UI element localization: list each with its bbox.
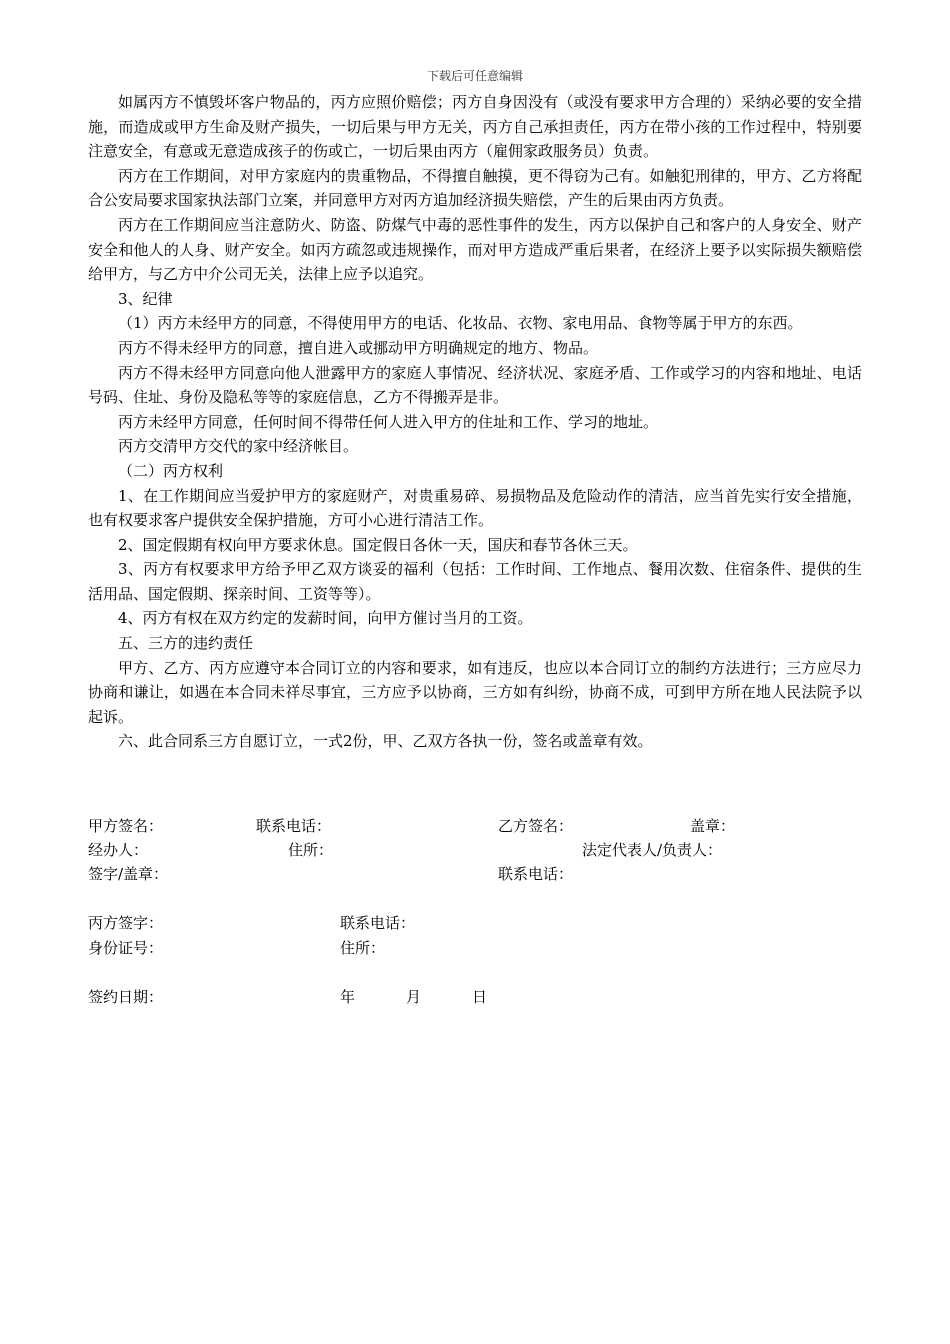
clause-paragraph: 丙方交清甲方交代的家中经济帐目。: [118, 437, 359, 456]
clause-paragraph: 2、国定假期有权向甲方要求休息。国定假日各休一天，国庆和春节各休三天。: [118, 535, 638, 554]
year-label: 年: [340, 988, 356, 1006]
clause-paragraph: 丙方未经甲方同意，任何时间不得带任何人进入甲方的住址和工作、学习的地址。: [118, 412, 659, 431]
clause-paragraph: 甲方、乙方、丙方应遵守本合同订立的内容和要求，如有违反，也应以本合同订立的制约方法进行；三方应尽力协商和谦让，如遇在本合同未祥尽事宜，三方应予以协商，三方如有纠纷，协商不成，可到甲方所在地人民法院予以起诉。: [88, 658, 862, 726]
address-label: 住所：: [288, 841, 334, 859]
clause-paragraph: 丙方不得未经甲方同意向他人泄露甲方的家庭人事情况、经济状况、家庭矛盾、工作或学习的内容和地址、电话号码、住址、身份及隐私等等的家庭信息，乙方不得搬弄是非。: [88, 363, 862, 407]
clause-paragraph: 如属丙方不慎毁坏客户物品的，丙方应照价赔偿；丙方自身因没有（或没有要求甲方合理的）采纳必要的安全措施，而造成或甲方生命及财产损失，一切后果与甲方无关，丙方自己承担责任，丙方在带小孩的工作过程中，特别要注意安全，有意或无意造成孩子的伤或亡，一切后果由丙方（雇佣家政服务员）负责。: [88, 93, 862, 161]
clause-paragraph: 丙方在工作期间应当注意防火、防盗、防煤气中毒的恶性事件的发生，丙方以保护自己和客户的人身安全、财产安全和他人的人身、财产安全。如丙方疏忽或违规操作，而对甲方造成严重后果者，在经济上要予以实际损失额赔偿给甲方，与乙方中介公司无关，法律上应予以追究。: [88, 215, 862, 284]
page-header: 下载后可任意编辑: [426, 69, 523, 83]
party-a-signature-label: 甲方签名：: [88, 817, 164, 835]
party-b-phone-label: 联系电话：: [498, 865, 574, 883]
month-label: 月: [406, 988, 422, 1006]
party-c-signature-label: 丙方签字：: [88, 914, 164, 932]
party-b-signature-label: 乙方签名：: [498, 817, 574, 835]
handler-label: 经办人：: [88, 841, 149, 859]
legal-representative-label: 法定代表人/负责人：: [582, 841, 723, 859]
section-heading: （二）丙方权利: [118, 461, 224, 480]
day-label: 日: [472, 988, 488, 1006]
party-a-phone-label: 联系电话：: [256, 817, 332, 835]
clause-paragraph: 1、在工作期间应当爱护甲方的家庭财产，对贵重易碎、易损物品及危险动作的清洁，应当首先实行安全措施，也有权要求客户提供安全保护措施，方可小心进行清洁工作。: [88, 486, 862, 530]
clause-paragraph: 3、丙方有权要求甲方给予甲乙双方谈妥的福利（包括：工作时间、工作地点、餐用次数、住宿条件、提供的生活用品、国定假期、探亲时间、工资等等）。: [88, 560, 862, 603]
party-c-phone-label: 联系电话：: [340, 914, 416, 932]
clause-paragraph: （1）丙方未经甲方的同意，不得使用甲方的电话、化妆品、衣物、家电用品、食物等属于甲方的东西。: [118, 314, 803, 333]
clause-paragraph: 丙方不得未经甲方的同意，擅自进入或挪动甲方明确规定的地方、物品。: [118, 338, 599, 357]
address-label: 住所：: [340, 939, 386, 957]
clause-paragraph: 丙方在工作期间，对甲方家庭内的贵重物品，不得擅自触摸，更不得窃为己有。如触犯刑律的，甲方、乙方将配合公安局要求国家执法部门立案，并同意甲方对丙方追加经济损失赔偿，产生的后果由丙方负责。: [88, 166, 862, 210]
clause-paragraph: 4、丙方有权在双方约定的发薪时间，向甲方催讨当月的工资。: [118, 609, 533, 628]
id-number-label: 身份证号：: [88, 939, 164, 957]
clause-paragraph: 六、此合同系三方自愿订立，一式2份，甲、乙双方各执一份，签名或盖章有效。: [118, 732, 653, 751]
sign-seal-label: 签字/盖章：: [88, 865, 169, 883]
sign-date-label: 签约日期：: [88, 988, 164, 1006]
party-b-seal-label: 盖章：: [690, 817, 736, 835]
section-heading: 3、纪律: [118, 289, 173, 308]
section-heading: 五、三方的违约责任: [118, 634, 254, 653]
contract-body: [88, 90, 862, 754]
